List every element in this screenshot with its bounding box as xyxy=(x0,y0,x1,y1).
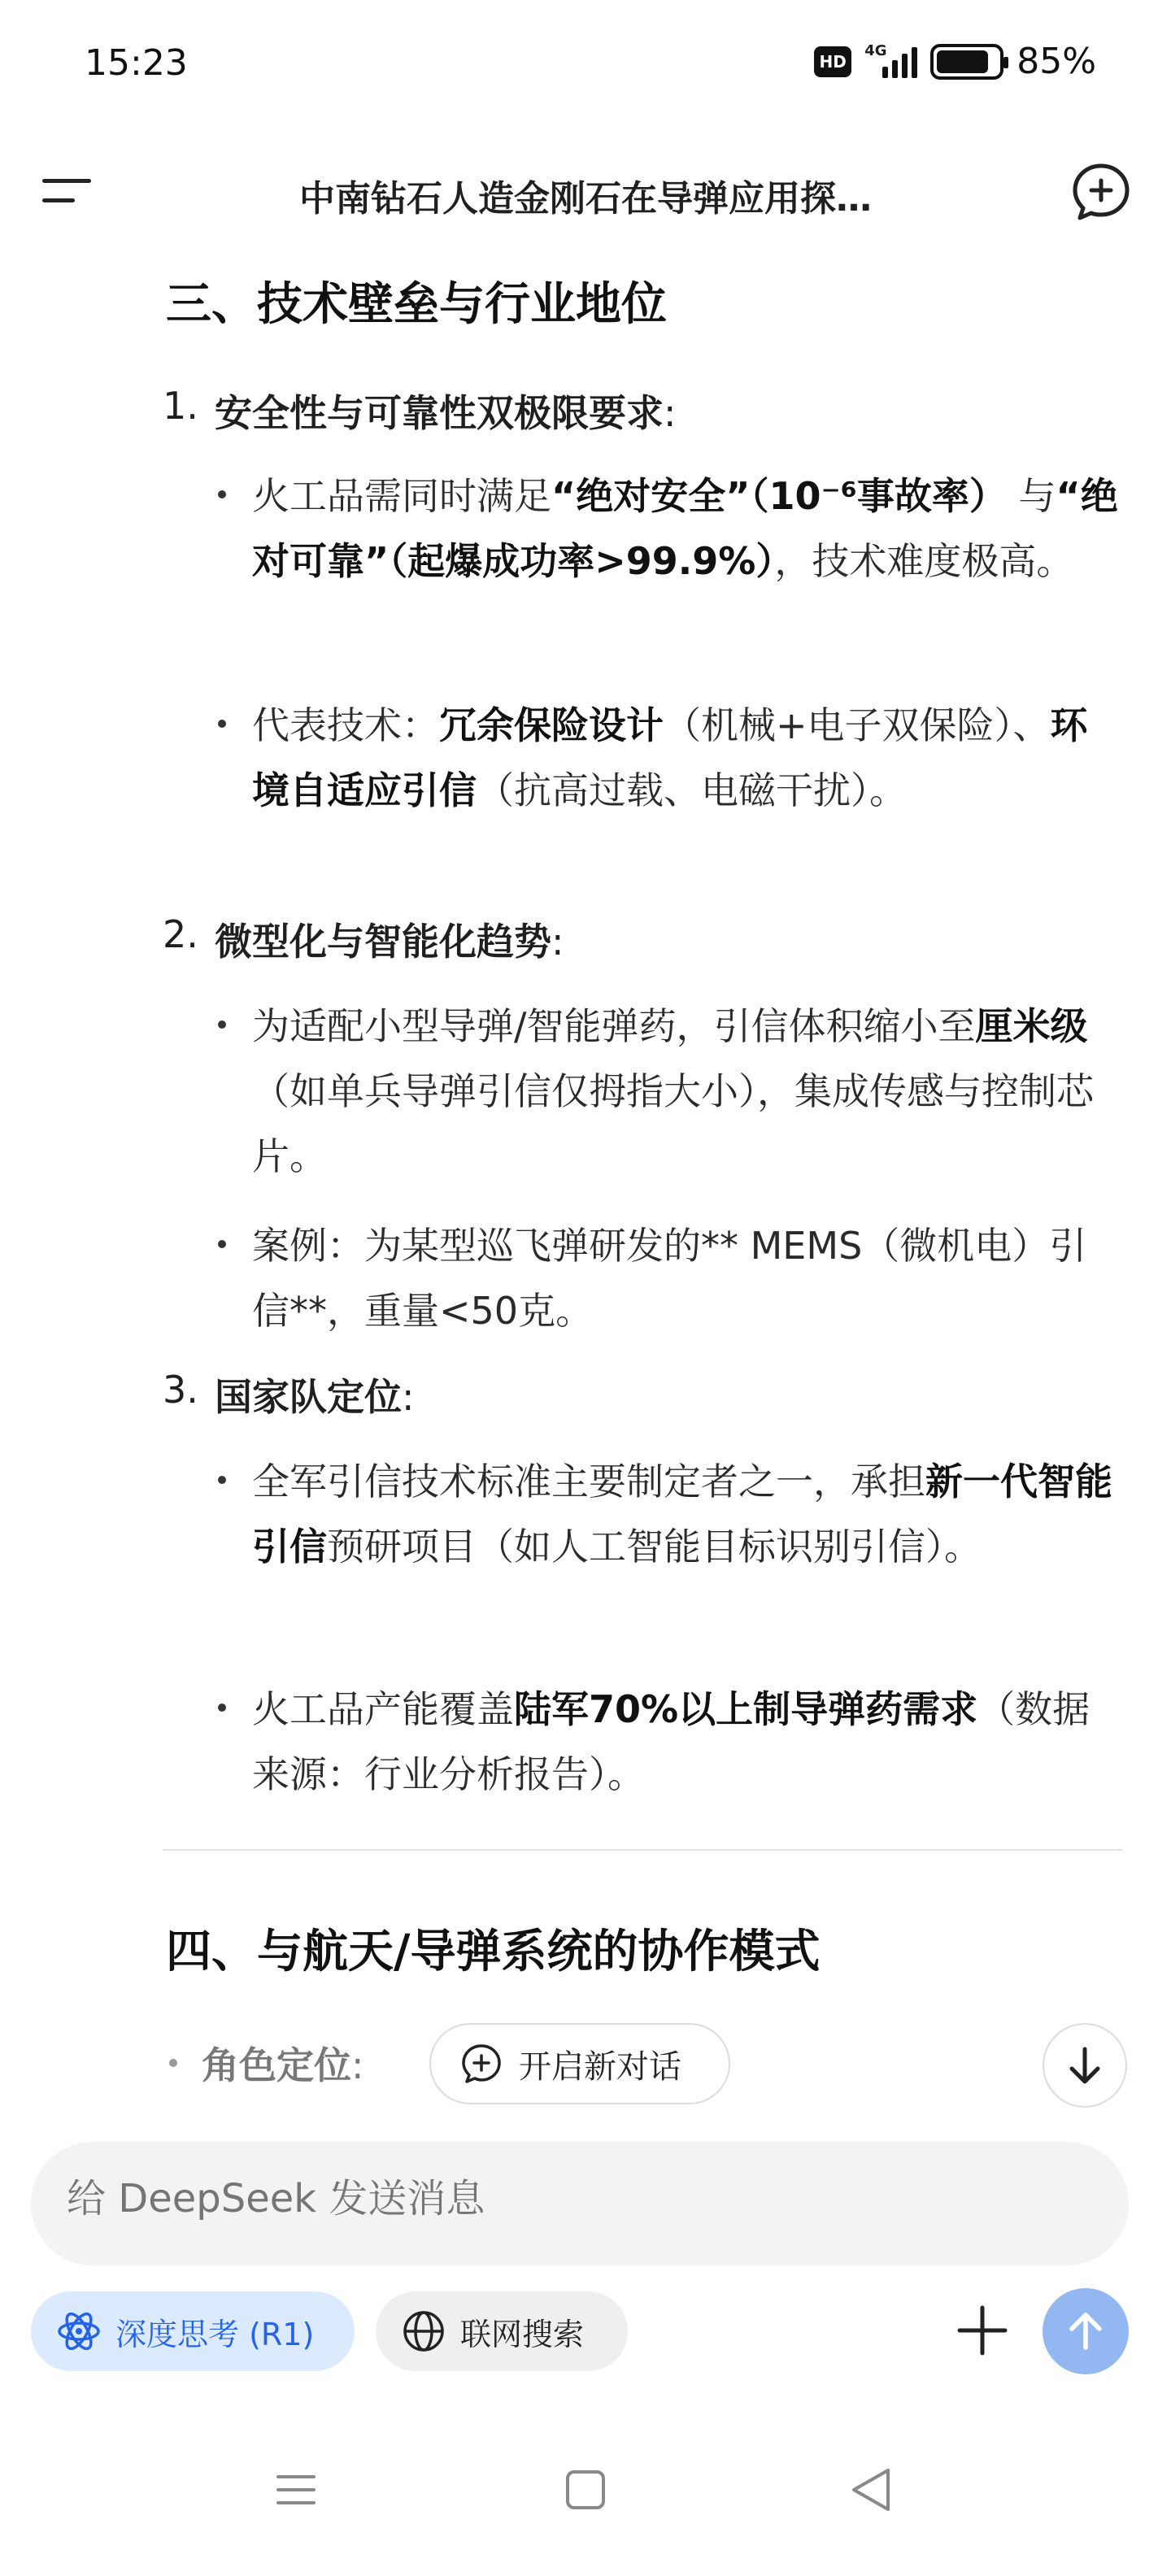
bullet-icon xyxy=(218,1704,226,1712)
signal-icon xyxy=(864,41,917,78)
hd-icon: HD xyxy=(814,46,851,77)
new-chat-icon xyxy=(460,2043,503,2085)
bullet-text: 代表技术：冗余保险设计（机械+电子双保险）、环境自适应引信（抗高过载、电磁干扰）。 xyxy=(252,703,1088,812)
bullet-icon xyxy=(218,1020,226,1029)
network-type: 4G xyxy=(864,41,887,59)
menu-icon[interactable] xyxy=(39,171,98,213)
plus-icon[interactable] xyxy=(950,2298,1015,2363)
section-heading: 三、技术壁垒与行业地位 xyxy=(166,278,667,331)
status-time: 15:23 xyxy=(85,42,188,84)
globe-icon xyxy=(400,2308,447,2355)
bullet-icon xyxy=(218,490,226,498)
bullet-icon xyxy=(218,1240,226,1248)
home-icon[interactable] xyxy=(553,2457,618,2522)
bullet-icon xyxy=(218,720,226,728)
chat-header xyxy=(0,154,1171,228)
new-chat-button[interactable] xyxy=(429,2023,730,2104)
chat-title[interactable]: 中南钻石人造金刚石在导弹应用探… xyxy=(299,178,872,220)
list-number: 2. xyxy=(163,912,198,956)
bullet-text: 火工品产能覆盖陆军70%以上制导弹药需求（数据来源：行业分析报告）。 xyxy=(252,1687,1090,1796)
web-search-label: 联网搜索 xyxy=(460,2316,585,2352)
send-button[interactable] xyxy=(1043,2288,1129,2374)
atom-icon xyxy=(55,2308,102,2355)
message-composer[interactable] xyxy=(31,2142,1129,2265)
status-icons xyxy=(814,41,1096,82)
bullet-text: 为适配小型导弹/智能弹药，引信体积缩小至厘米级（如单兵导弹引信仅拇指大小），集成传感与控制芯片。 xyxy=(252,1004,1094,1178)
bullet-text: 全军引信技术标准主要制定者之一，承担新一代智能引信预研项目（如人工智能目标识别引信）。 xyxy=(252,1460,1112,1569)
bullet-text: 案例：为某型巡飞弹研发的** MEMS（微机电）引信**，重量<50克。 xyxy=(252,1224,1087,1333)
system-nav-bar xyxy=(0,2439,1171,2537)
section-divider xyxy=(163,1849,1122,1851)
list-title: 角色定位: xyxy=(202,2043,364,2087)
list-title: 国家队定位: xyxy=(215,1375,415,1419)
bullet-icon xyxy=(218,1476,226,1484)
list-number: 1. xyxy=(163,384,198,428)
section-heading: 四、与航天/导弹系统的协作模式 xyxy=(166,1925,821,1978)
scroll-down-button[interactable] xyxy=(1043,2023,1127,2108)
new-chat-icon[interactable] xyxy=(1070,161,1132,223)
message-input[interactable] xyxy=(67,2176,1043,2221)
list-title: 安全性与可靠性双极限要求: xyxy=(215,391,677,435)
deep-think-toggle[interactable] xyxy=(31,2291,355,2371)
recents-menu-icon[interactable] xyxy=(263,2457,329,2522)
web-search-toggle[interactable] xyxy=(376,2291,628,2371)
deep-think-label: 深度思考 (R1) xyxy=(115,2316,315,2352)
bullet-icon xyxy=(169,2059,177,2067)
battery-percent: 85% xyxy=(1016,41,1096,82)
bullet-text: 火工品需同时满足“绝对安全”（10⁻⁶事故率） 与“绝对可靠”（起爆成功率>99.9%），技术难度极高。 xyxy=(252,474,1118,583)
status-bar xyxy=(0,0,1171,130)
message-content xyxy=(0,244,1171,2114)
list-title: 微型化与智能化趋势: xyxy=(215,920,564,964)
new-chat-label: 开启新对话 xyxy=(519,2047,681,2086)
battery-icon xyxy=(930,44,1003,80)
back-icon[interactable] xyxy=(839,2457,904,2522)
arrow-up-icon xyxy=(1061,2307,1110,2356)
list-number: 3. xyxy=(163,1368,198,1412)
arrow-down-icon xyxy=(1062,2043,1108,2088)
